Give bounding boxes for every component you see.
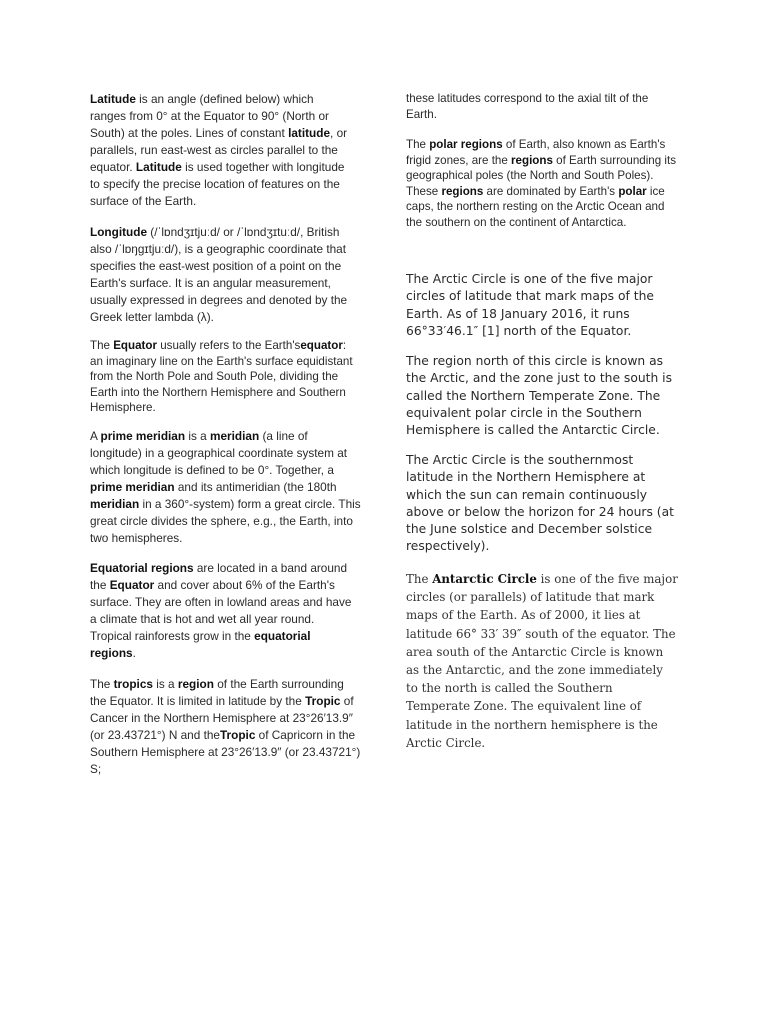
polar-regions-paragraph	[406, 137, 681, 231]
text-run: is one of the five major circles (or parallels) of latitude that mark maps of the Earth. As of 2000, it lies at latitude 66° 33′ 39″ south of the equator. The area south of the Antarctic Circle is known as the Antarctic, and the zone immediately to the north is called the Southern Temperate Zone. The equivalent line of latitude in the northern hemisphere is the Arctic Circle.	[406, 572, 678, 750]
bold-term: polar regions	[429, 138, 503, 151]
text-run: (/ˈlɒndʒɪtjuːd/ or /ˈlɒndʒɪtuːd/, British also /ˈlɒŋɡɪtjuːd/), is a geographic coordinate that specifies the east-west position of a point on the Earth's surface. It is an angular measurement, usually expressed in degrees and denoted by the Greek letter lambda (λ).	[90, 225, 348, 324]
bold-term: regions	[511, 153, 553, 167]
text-run: (a line of longitude) in a geographical coordinate system at which longitude is defined to be 0°. Together, a	[90, 429, 348, 477]
text-run: are located in a band around the	[90, 561, 348, 592]
bold-term: region	[177, 677, 214, 691]
bold-term: Equator	[113, 339, 158, 352]
text-run: in a 360°-system) form a great circle. This great circle divides the sphere, e.g., the Earth, into two hemispheres.	[90, 497, 361, 545]
arctic-circle-paragraph-3	[406, 452, 682, 556]
text-run: of Cancer in the Northern Hemisphere at 23°26′13.9″ (or 23.43721°) N and the	[90, 694, 354, 742]
bold-term: polar	[618, 184, 647, 198]
text-run: The	[406, 572, 433, 586]
text-run: The Arctic Circle is the southernmost latitude in the Northern Hemisphere at which the sun can remain continuously above or below the horizon for 24 hours (at the June solstice and December solstice respectively).	[406, 453, 674, 554]
bold-term: regions	[441, 184, 484, 198]
bold-term: equator	[300, 339, 343, 352]
bold-term: equatorial regions	[90, 629, 311, 660]
text-run: are dominated by Earth's	[483, 184, 619, 198]
bold-term: Tropic	[219, 728, 256, 742]
bold-term: tropics	[113, 677, 153, 691]
text-run: usually refers to the Earth's	[157, 339, 301, 352]
text-run: , or parallels, run east-west as circles parallel to the equator.	[90, 126, 348, 174]
text-run: The	[406, 138, 430, 151]
bold-term: meridian	[210, 429, 260, 443]
text-run: of Earth surrounding its geographical poles (the North and South Poles). These	[406, 153, 677, 198]
prime-meridian-paragraph	[90, 428, 362, 547]
bold-term: Equatorial regions	[90, 561, 194, 575]
text-run: : an imaginary line on the Earth's surface equidistant from the North Pole and South Pole, dividing the Earth into the Northern Hemisphere and Southern Hemisphere.	[90, 339, 353, 415]
text-run: and its antimeridian (the 180th	[174, 480, 337, 494]
text-run: of Capricorn in the Southern Hemisphere at 23°26′13.9″ (or 23.43721°) S;	[90, 728, 361, 776]
text-run: The	[90, 339, 114, 352]
text-run: these latitudes correspond to the axial tilt of the Earth.	[406, 92, 649, 121]
text-run: is a	[185, 429, 210, 443]
antarctic-circle-paragraph	[406, 570, 678, 752]
text-run: The region north of this circle is known as the Arctic, and the zone just to the south is called the Northern Temperate Zone. The equivalent polar circle in the Southern Hemisphere is called the Antarctic Circle.	[406, 354, 673, 438]
longitude-paragraph	[90, 224, 364, 326]
equatorial-regions-paragraph	[90, 560, 358, 662]
tropics-paragraph	[90, 676, 362, 778]
bold-term: latitude	[288, 126, 331, 140]
text-run: is a	[152, 677, 178, 691]
bold-term: prime meridian	[90, 480, 175, 494]
arctic-circle-paragraph-1	[406, 271, 678, 340]
equator-paragraph	[90, 338, 358, 416]
bold-term: Latitude	[135, 160, 182, 174]
bold-term: meridian	[90, 497, 140, 511]
text-run: is an angle (defined below) which ranges from 0° at the Equator to 90° (North or South) at the poles. Lines of constant	[90, 92, 329, 140]
text-run: ice caps, the northern resting on the Arctic Ocean and the southern on the continent of Antarctica.	[406, 184, 665, 229]
text-run: and cover about 6% of the Earth's surface. They are often in lowland areas and have a climate that is hot and wet all year round. Tropical rainforests grow in the	[90, 578, 352, 643]
bold-term: Tropic	[305, 694, 341, 708]
text-run: of the Earth surrounding the Equator. It is limited in latitude by the	[90, 677, 344, 708]
bold-term: Antarctic Circle	[432, 572, 537, 586]
text-run: of Earth, also known as Earth's frigid zones, are the	[406, 138, 666, 167]
bold-term: Longitude	[90, 225, 148, 239]
bold-term: Latitude	[90, 92, 136, 106]
bold-term: Equator	[109, 578, 155, 592]
bold-term: prime meridian	[100, 429, 186, 443]
text-run: .	[132, 646, 136, 660]
text-run: A	[90, 429, 101, 443]
text-run: The Arctic Circle is one of the five major circles of latitude that mark maps of the Earth. As of 18 January 2016, it runs 66°33′46.1″ [1] north of the Equator.	[406, 272, 654, 338]
tropics-continued-paragraph	[406, 91, 676, 122]
latitude-paragraph	[90, 91, 352, 210]
text-run: The	[90, 677, 114, 691]
text-run: is used together with longitude to specify the precise location of features on the surface of the Earth.	[90, 160, 345, 208]
arctic-circle-paragraph-2	[406, 353, 682, 439]
